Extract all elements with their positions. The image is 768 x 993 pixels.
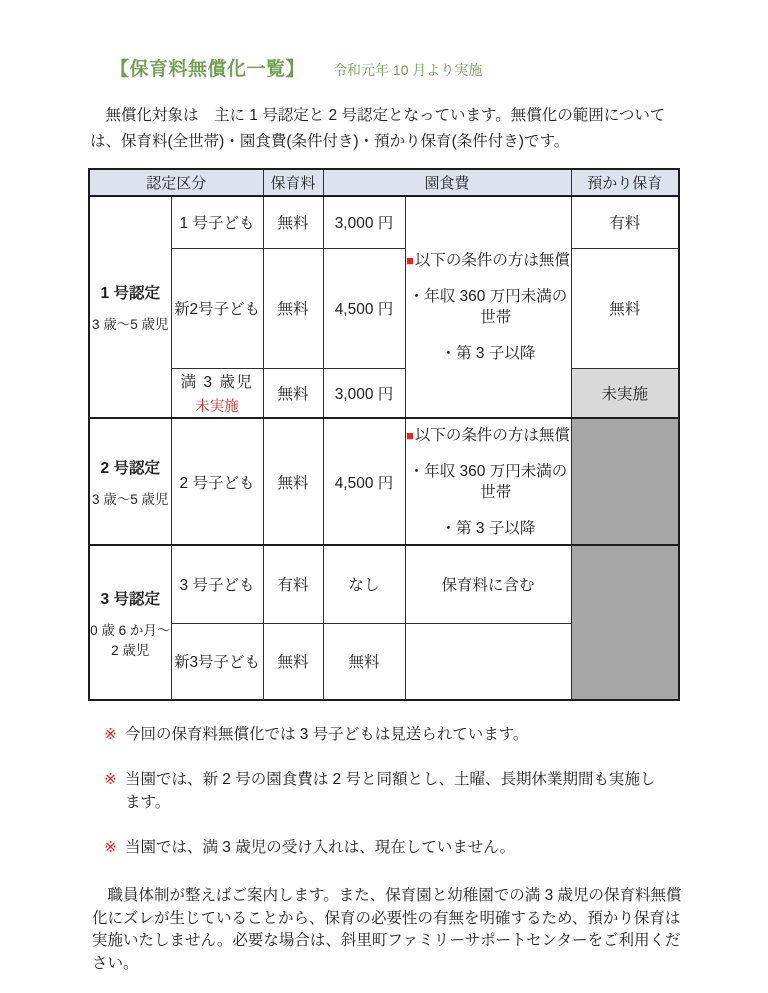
note-item	[104, 723, 768, 746]
cell-group2-category	[89, 418, 171, 545]
page-subtitle: 令和元年 10 月より実施	[333, 62, 483, 78]
cell-group1-row1-fee: 無料	[263, 196, 323, 248]
condition-bullet-income-cont: 世帯	[464, 309, 512, 326]
group1-name: 1 号認定	[100, 285, 160, 302]
fee-exemption-table	[88, 168, 680, 701]
condition-title: ■以下の条件の方は無償	[406, 426, 570, 444]
cell-group1-row3-fee: 無料	[263, 368, 323, 418]
note-item	[104, 768, 768, 814]
not-implemented-note: 未実施	[195, 398, 239, 415]
table-row	[89, 248, 679, 368]
condition-bullet-third-child: ・第 3 子以降	[440, 345, 536, 362]
cell-group3-category	[89, 545, 171, 700]
group2-age: 3 歳～5 歳児	[91, 491, 169, 507]
red-square-icon: ■	[406, 253, 414, 268]
header-extended-care: 預かり保育	[571, 169, 679, 196]
cell-group1-row2-care: 無料	[571, 248, 679, 368]
table-row	[89, 545, 679, 623]
group2-name: 2 号認定	[100, 459, 160, 477]
cell-group3-care	[571, 545, 679, 700]
table-row	[89, 196, 679, 248]
intro-paragraph: 無償化対象は 主に 1 号認定と 2 号認定となっています。無償化の範囲については、保育料(全世帯)・園食費(条件付き)・預かり保育(条件付き)です。	[90, 107, 666, 150]
asterisk-mark-icon: ※	[104, 771, 117, 788]
cell-group2-care	[571, 418, 679, 545]
cell-group3-row2-child: 新3号子ども	[171, 623, 263, 700]
cell-group1-category	[89, 196, 171, 418]
header-meal-fee: 園食費	[323, 169, 571, 196]
condition-bullet-income: ・年収 360 万円未満の	[408, 288, 568, 305]
cell-group3-row2-meal: 無料	[323, 623, 405, 700]
group1-age: 3 歳～5 歳児	[91, 317, 169, 332]
note-text: 当園では、満 3 歳児の受け入れは、現在していません。	[125, 839, 516, 856]
cell-group3-row1-fee: 有料	[263, 545, 323, 623]
table-header-row	[89, 169, 679, 196]
cell-group1-row2-child: 新2号子ども	[171, 248, 263, 368]
cell-group1-row3-child: 満 3 歳児 未実施	[171, 368, 263, 418]
cell-group1-row3-care: 未実施	[571, 368, 679, 418]
cell-group3-row1-meal: なし	[323, 545, 405, 623]
condition-bullet-income-cont: 世帯	[464, 483, 512, 501]
condition-title: ■以下の条件の方は無償	[406, 252, 570, 269]
cell-group3-row2-note	[405, 623, 571, 700]
condition-bullet-income: ・年収 360 万円未満の	[408, 462, 568, 480]
cell-group2-fee: 無料	[263, 418, 323, 545]
cell-group1-row2-fee: 無料	[263, 248, 323, 368]
note-text: 当園では、新 2 号の園食費は 2 号と同額とし、土曜、長期休業期間も実施します。	[125, 771, 656, 811]
header-childcare-fee: 保育料	[263, 169, 323, 196]
cell-group1-condition	[405, 196, 571, 418]
asterisk-mark-icon: ※	[104, 839, 117, 856]
group3-age: 0 歳 6 か月～ 2 歳児	[90, 622, 171, 658]
table-row	[89, 418, 679, 545]
cell-group1-row3-meal: 3,000 円	[323, 368, 405, 418]
cell-group2-meal: 4,500 円	[323, 418, 405, 545]
cell-group1-row1-care: 有料	[571, 196, 679, 248]
group3-name: 3 号認定	[100, 590, 160, 608]
asterisk-mark-icon: ※	[104, 726, 117, 743]
cell-group2-condition	[405, 418, 571, 545]
table-row	[89, 368, 679, 418]
notes-section	[104, 723, 768, 859]
note-item	[104, 836, 768, 859]
red-square-icon: ■	[406, 427, 414, 443]
cell-group2-child: 2 号子ども	[171, 418, 263, 545]
cell-group3-row2-fee: 無料	[263, 623, 323, 700]
cell-group1-row1-meal: 3,000 円	[323, 196, 405, 248]
cell-group1-row2-meal: 4,500 円	[323, 248, 405, 368]
page-title: 【保育料無償化一覧】	[110, 59, 306, 80]
cell-group1-row1-child: 1 号子ども	[171, 196, 263, 248]
condition-bullet-third-child: ・第 3 子以降	[440, 519, 536, 537]
title-row	[110, 0, 768, 81]
footer-paragraph: 職員体制が整えばご案内します。また、保育園と幼稚園での満 3 歳児の保育料無償化にズレが生じていることから、保育の必要性の有無を明確するため、預かり保育は実施いたしません。必要な場合は、斜里町ファミリーサポートセンターをご利用ください。	[92, 887, 682, 972]
cell-group3-row1-child: 3 号子ども	[171, 545, 263, 623]
header-category: 認定区分	[89, 169, 263, 196]
cell-group3-row1-note: 保育料に含む	[405, 545, 571, 623]
note-text: 今回の保育料無償化では 3 号子どもは見送られています。	[125, 726, 529, 743]
